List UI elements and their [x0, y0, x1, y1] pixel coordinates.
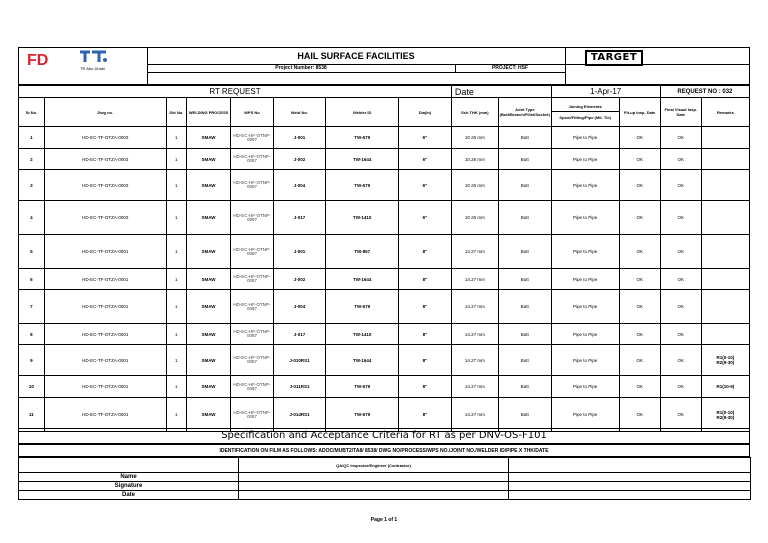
table-cell: J-001 — [273, 127, 326, 149]
table-cell: 1 — [19, 127, 45, 149]
table-cell: 11 — [19, 398, 45, 432]
table-cell: HD-EC-TF-OTZA-0003 — [44, 149, 166, 170]
table-cell: SMAW — [186, 290, 231, 324]
remarks-cell — [701, 201, 749, 235]
table-cell: HD-EC-TF-OTZA-0003 — [44, 201, 166, 235]
col-header-joining — [551, 98, 619, 127]
table-cell: OK — [619, 170, 660, 201]
table-row — [19, 290, 750, 324]
table-cell: Pipe to Pipe — [551, 127, 619, 149]
table-cell: HD-EC-HF-OTNP-0087 — [231, 376, 273, 398]
qc-header: QA/QC Inspector/Engineer (Contractor) — [239, 458, 509, 473]
table-row — [19, 324, 750, 345]
table-row — [19, 149, 750, 170]
table-cell: HD-EC-TF-OTZA-0001 — [44, 269, 166, 290]
table-cell: J-010RS1 — [273, 345, 326, 376]
remark-line: R1(0-10) — [716, 409, 735, 415]
table-cell: Butt — [498, 324, 551, 345]
table-cell: TW-679 — [326, 398, 399, 432]
col-header: Weld No. — [273, 98, 326, 127]
target-logo: TARGET — [585, 50, 643, 66]
table-cell: 1 — [166, 127, 186, 149]
table-cell: 8 — [19, 324, 45, 345]
table-cell: 8" — [399, 324, 452, 345]
table-cell: Butt — [498, 290, 551, 324]
joining-title: Joining Elements — [552, 104, 619, 112]
remarks-cell — [701, 235, 749, 269]
table-cell: 14.27 mm — [451, 269, 498, 290]
table-cell: SMAW — [186, 269, 231, 290]
table-cell: 6 — [19, 269, 45, 290]
table-cell: 8" — [399, 376, 452, 398]
table-cell: Pipe to Pipe — [551, 269, 619, 290]
table-row — [19, 170, 750, 201]
table-cell: 8" — [399, 235, 452, 269]
table-cell: Butt — [498, 345, 551, 376]
table-cell: HD-EC-HF-OTNP-0087 — [231, 269, 273, 290]
table-cell: HD-EC-TF-OTZA-0001 — [44, 345, 166, 376]
table-cell: SMAW — [186, 324, 231, 345]
table-cell: OK — [619, 269, 660, 290]
table-cell: OK — [619, 235, 660, 269]
table-cell: OK — [660, 149, 701, 170]
project-number: Project Number: 8538 — [275, 65, 327, 71]
table-cell: 14.27 mm — [451, 398, 498, 432]
table-cell: 6" — [399, 127, 452, 149]
table-cell: J-004 — [273, 290, 326, 324]
remarks-cell — [701, 324, 749, 345]
table-cell: TW-1644 — [326, 345, 399, 376]
spec-title: Specification and Acceptance Criteria for RT as per DNV-OS-F101 — [18, 428, 750, 444]
table-cell: OK — [660, 324, 701, 345]
signature-table — [18, 457, 751, 500]
header-divider — [565, 47, 566, 85]
table-cell: Pipe to Pipe — [551, 201, 619, 235]
rt-table-body — [19, 127, 750, 432]
remark-line: R2(9-30) — [716, 360, 735, 365]
table-cell: 1 — [166, 269, 186, 290]
table-cell: OK — [619, 398, 660, 432]
name-label: Name — [19, 473, 239, 482]
table-cell: 4 — [19, 201, 45, 235]
col-header: Sht No. — [166, 98, 186, 127]
table-cell: 10 — [19, 376, 45, 398]
table-cell: 14.27 mm — [451, 324, 498, 345]
table-cell: Butt — [498, 201, 551, 235]
fd-logo-icon — [26, 51, 60, 67]
remarks-cell — [701, 290, 749, 324]
table-cell: HD-EC-HF-OTNP-0087 — [231, 201, 273, 235]
table-cell: OK — [660, 235, 701, 269]
table-cell: HD-EC-HF-OTNP-0087 — [231, 149, 273, 170]
table-cell: Butt — [498, 376, 551, 398]
table-cell: TW-679 — [326, 376, 399, 398]
table-cell: 6" — [399, 201, 452, 235]
col-header: Dwg no. — [44, 98, 166, 127]
col-header: WPS No — [231, 98, 273, 127]
table-cell: 1 — [166, 201, 186, 235]
table-cell: 14.27 mm — [451, 235, 498, 269]
table-cell: 1 — [166, 376, 186, 398]
table-cell: J-014RS1 — [273, 398, 326, 432]
table-cell: 14.27 mm — [451, 290, 498, 324]
table-cell: SMAW — [186, 127, 231, 149]
table-cell: HD-EC-TF-OTZA-0001 — [44, 290, 166, 324]
table-cell: OK — [619, 127, 660, 149]
table-cell: TW-679 — [326, 290, 399, 324]
table-cell: OK — [660, 269, 701, 290]
table-cell: 1 — [166, 398, 186, 432]
table-cell: Butt — [498, 269, 551, 290]
col-header: Joint Type (Butt/Branch/Fillet/Socket) — [498, 98, 551, 127]
table-cell: 3 — [19, 170, 45, 201]
table-cell: 6" — [399, 170, 452, 201]
table-cell: Butt — [498, 398, 551, 432]
table-cell: OK — [660, 345, 701, 376]
table-cell: 8" — [399, 290, 452, 324]
company-sub: TR Abu Dhabi — [80, 66, 105, 71]
table-cell: Pipe to Pipe — [551, 290, 619, 324]
table-cell: 7 — [19, 290, 45, 324]
table-row — [19, 345, 750, 376]
table-cell: HD-EC-TF-OTZA-0003 — [44, 127, 166, 149]
table-cell: 1 — [166, 149, 186, 170]
table-cell: OK — [660, 376, 701, 398]
table-cell: Pipe to Pipe — [551, 345, 619, 376]
table-cell: HD-EC-TF-OTZA-0003 — [44, 170, 166, 201]
remarks-cell — [701, 398, 749, 432]
date-field[interactable] — [239, 491, 509, 500]
table-cell: J-004 — [273, 170, 326, 201]
table-cell: TW-1410 — [326, 324, 399, 345]
table-cell: J-017 — [273, 324, 326, 345]
date-label: Date — [451, 86, 551, 98]
table-cell: J-011RS1 — [273, 376, 326, 398]
table-cell: HD-EC-TF-OTZA-0001 — [44, 235, 166, 269]
page-number: Page 1 of 1 — [370, 517, 398, 523]
page-title: HAIL SURFACE FACILITIES — [297, 51, 415, 61]
table-cell: 5 — [19, 235, 45, 269]
table-cell: TW-679 — [326, 127, 399, 149]
project-label: PROJECT: HSF — [491, 65, 529, 71]
table-cell: 8" — [399, 345, 452, 376]
col-header: Remarks — [701, 98, 749, 127]
table-cell: HD-EC-HF-OTNP-0087 — [231, 398, 273, 432]
table-cell: TW-857 — [326, 235, 399, 269]
table-cell: OK — [660, 290, 701, 324]
table-row — [19, 269, 750, 290]
table-cell: 14.27 mm — [451, 376, 498, 398]
table-cell: OK — [619, 324, 660, 345]
table-cell: 1 — [166, 324, 186, 345]
table-cell: 10.26 mm — [451, 127, 498, 149]
col-header: Fit-up Insp. Date — [619, 98, 660, 127]
table-cell: 6" — [399, 149, 452, 170]
col-header: WELDING PROCESS — [186, 98, 231, 127]
joining-sub: Spool/Fitting/Pipe (Mtl. Tie) — [559, 115, 611, 120]
remarks-cell — [701, 149, 749, 170]
table-cell: HD-EC-HF-OTNP-0087 — [231, 324, 273, 345]
table-cell: Pipe to Pipe — [551, 235, 619, 269]
table-cell: 1 — [166, 290, 186, 324]
table-cell: Pipe to Pipe — [551, 324, 619, 345]
table-cell: SMAW — [186, 235, 231, 269]
table-cell: J-002 — [273, 269, 326, 290]
table-cell: SMAW — [186, 149, 231, 170]
remarks-cell — [701, 127, 749, 149]
table-cell: OK — [660, 170, 701, 201]
table-cell: J-002 — [273, 149, 326, 170]
identification-text: IDENTIFICATION ON FILM AS FOLLOWS: ADOC/MUBT2/TA8/ 8538/ DWG NO/PROCESS/WPS NO./JOINT NO./WELDER ID/PIPE X THK/DATE — [18, 444, 750, 457]
rt-table — [18, 85, 750, 432]
col-header: Sr.No. — [19, 98, 45, 127]
col-header: Welder ID — [326, 98, 399, 127]
table-cell: 1 — [166, 170, 186, 201]
table-cell: 14.27 mm — [451, 345, 498, 376]
col-header: Final Visual Insp. Date — [660, 98, 701, 127]
header-divider — [147, 72, 565, 73]
table-cell: 9 — [19, 345, 45, 376]
remark-line: R2(9-30) — [716, 414, 735, 420]
table-cell: Butt — [498, 235, 551, 269]
table-row — [19, 376, 750, 398]
table-cell: OK — [619, 345, 660, 376]
table-cell: OK — [619, 201, 660, 235]
table-row — [19, 235, 750, 269]
table-cell: SMAW — [186, 376, 231, 398]
table-cell: HD-EC-HF-OTNP-0087 — [231, 170, 273, 201]
table-cell: 1 — [166, 345, 186, 376]
table-cell: Pipe to Pipe — [551, 149, 619, 170]
table-row — [19, 127, 750, 149]
request-number: REQUEST NO : 032 — [660, 86, 749, 98]
date-value: 1-Apr-17 — [551, 86, 660, 98]
table-row — [19, 201, 750, 235]
table-cell: OK — [660, 398, 701, 432]
svg-text:FD: FD — [27, 52, 49, 67]
table-cell: SMAW — [186, 398, 231, 432]
table-cell: SMAW — [186, 170, 231, 201]
table-cell: SMAW — [186, 201, 231, 235]
name-field[interactable] — [239, 473, 509, 482]
signature-field[interactable] — [239, 482, 509, 491]
table-cell: 1 — [166, 235, 186, 269]
table-cell: Pipe to Pipe — [551, 170, 619, 201]
ti-logo-icon — [78, 49, 108, 65]
table-cell: TW-679 — [326, 170, 399, 201]
table-cell: 8" — [399, 398, 452, 432]
table-cell: TW-1410 — [326, 201, 399, 235]
table-cell: HD-EC-HF-OTNP-0087 — [231, 235, 273, 269]
table-cell: 2 — [19, 149, 45, 170]
table-cell: J-017 — [273, 201, 326, 235]
table-cell: SMAW — [186, 345, 231, 376]
table-cell: J-001 — [273, 235, 326, 269]
table-cell: 10.26 mm — [451, 201, 498, 235]
table-cell: TW-1644 — [326, 149, 399, 170]
table-cell: 8" — [399, 269, 452, 290]
col-header: Dia(In) — [399, 98, 452, 127]
remarks-cell — [701, 170, 749, 201]
date-row-label: Date — [19, 491, 239, 500]
table-cell: 10.26 mm — [451, 170, 498, 201]
table-cell: OK — [619, 290, 660, 324]
table-cell: Pipe to Pipe — [551, 398, 619, 432]
table-cell: OK — [660, 201, 701, 235]
signature-label: Signature — [19, 482, 239, 491]
table-cell: 10.26 mm — [451, 149, 498, 170]
table-cell: Butt — [498, 127, 551, 149]
table-cell: Butt — [498, 170, 551, 201]
table-cell: OK — [619, 376, 660, 398]
table-cell: Pipe to Pipe — [551, 376, 619, 398]
remark-line: R1(10-9) — [716, 384, 735, 389]
remarks-cell — [701, 269, 749, 290]
col-header: Sch THK (mm) — [451, 98, 498, 127]
table-cell: HD-EC-HF-OTNP-0087 — [231, 290, 273, 324]
remarks-cell — [701, 345, 749, 376]
table-cell: HD-EC-TF-OTZA-0001 — [44, 376, 166, 398]
remarks-cell — [701, 376, 749, 398]
table-cell: OK — [619, 149, 660, 170]
table-cell: TW-1644 — [326, 269, 399, 290]
remark-line: R1(0-10) — [716, 355, 735, 360]
rt-request-title: RT REQUEST — [19, 86, 452, 98]
table-cell: HD-EC-HF-OTNP-0087 — [231, 127, 273, 149]
table-cell: HD-EC-TF-OTZA-0001 — [44, 324, 166, 345]
table-cell: Butt — [498, 149, 551, 170]
table-cell: HD-EC-HF-OTNP-0087 — [231, 345, 273, 376]
table-cell: HD-EC-TF-OTZA-0001 — [44, 398, 166, 432]
table-cell: OK — [660, 127, 701, 149]
table-row — [19, 398, 750, 432]
